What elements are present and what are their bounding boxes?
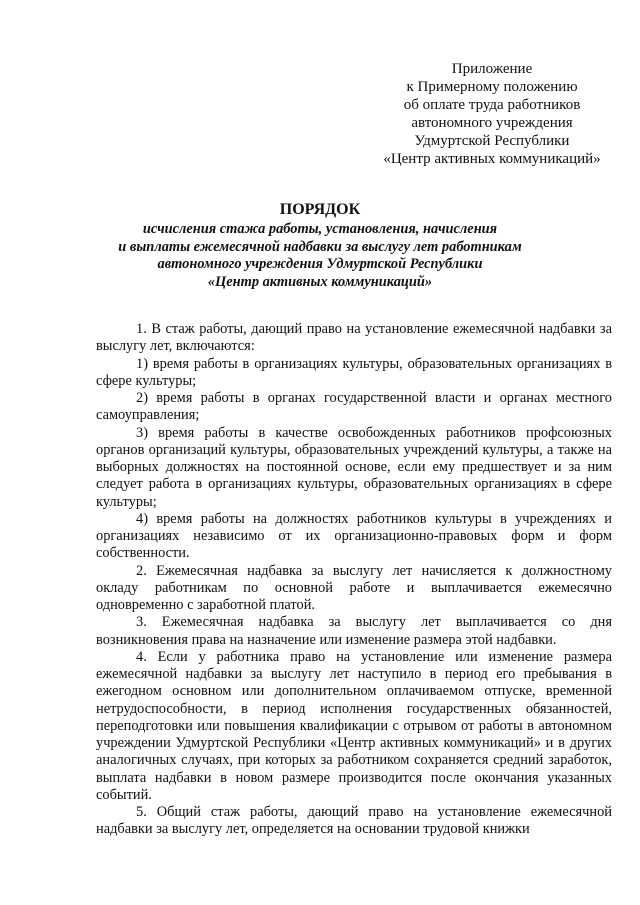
paragraph-5: 5. Общий стаж работы, дающий право на установление ежемесячной надбавки за выслугу лет, определяется на основании трудовой книжки	[96, 804, 612, 838]
appendix-line: Удмуртской Республики	[414, 133, 570, 149]
appendix-line: автономного учреждения	[411, 115, 573, 131]
title-subtitle-line: и выплаты ежемесячной надбавки за выслугу лет работникам	[118, 238, 522, 255]
appendix-note	[372, 60, 612, 168]
document-body	[96, 321, 612, 839]
paragraph-1-item-4: 4) время работы на должностях работников культуры в учреждениях и организациях независимо от их организационно-правовых форм и форм собственности.	[96, 510, 612, 562]
document-title	[90, 201, 550, 291]
paragraph-4: 4. Если у работника право на установление или изменение размера ежемесячной надбавки за выслугу лет наступило в период его пребывания в ежегодном основном или дополнительном оплачиваемом отпуске, временной нетрудоспособности, в период исполнения государственных обязанностей, переподготовки или повышения квалификации с отрывом от работы в автономном учреждении Удмуртской Республики «Центр активных коммуникаций» и в других аналогичных случаях, при которых за работником сохраняется средний заработок, выплата надбавки в новом размере производится после окончания указанных событий.	[96, 648, 612, 803]
paragraph-1-item-3: 3) время работы в качестве освобожденных работников профсоюзных органов организаций культуры, образовательных учреждений культуры, а также на выборных должностях на постоянной основе, если ему предшествует и за ним следует работа в организациях культуры, образовательных организациях в сфере культуры;	[96, 424, 612, 510]
paragraph-2: 2. Ежемесячная надбавка за выслугу лет начисляется к должностному окладу работникам по основной работе и выплачивается ежемесячно одновременно с заработной платой.	[96, 562, 612, 613]
paragraph-1-item-2: 2) время работы в органах государственной власти и органах местного самоуправления;	[96, 390, 612, 424]
appendix-line: об оплате труда работников	[403, 97, 581, 113]
paragraph-1: 1. В стаж работы, дающий право на установление ежемесячной надбавки за выслугу лет, включаются:	[96, 321, 612, 355]
title-subtitle-line: «Центр активных коммуникаций»	[207, 273, 433, 290]
title-subtitle-line: автономного учреждения Удмуртской Республики	[157, 256, 483, 272]
paragraph-3: 3. Ежемесячная надбавка за выслугу лет выплачивается со дня возникновения права на назначение или изменение размера этой надбавки.	[96, 614, 612, 648]
appendix-line: к Примерному положению	[406, 79, 578, 95]
title-heading: ПОРЯДОК	[279, 201, 361, 218]
appendix-line: Приложение	[451, 61, 533, 77]
paragraph-1-item-1: 1) время работы в организациях культуры, образовательных организациях в сфере культуры;	[96, 355, 612, 389]
appendix-line: «Центр активных коммуникаций»	[383, 151, 601, 167]
title-subtitle-line: исчисления стажа работы, установления, начисления	[142, 221, 498, 237]
